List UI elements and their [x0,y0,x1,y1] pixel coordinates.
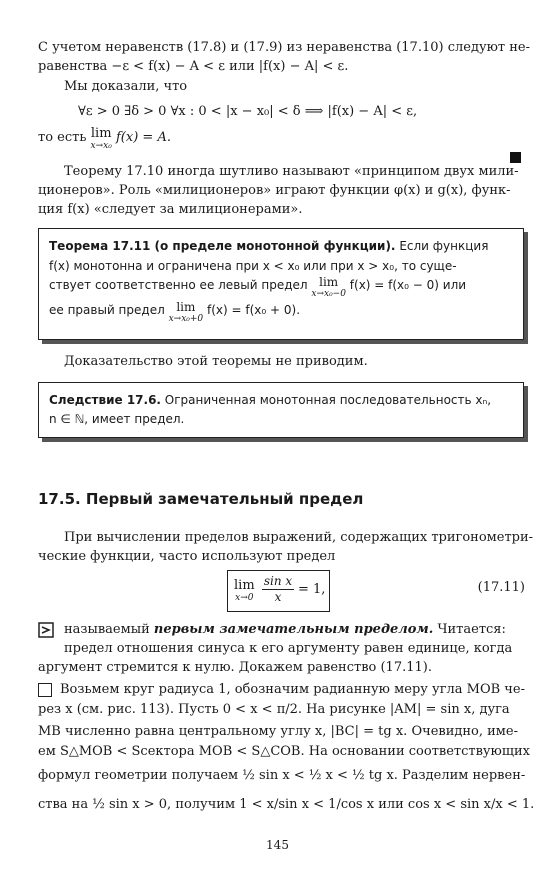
left-limit-operator: lim x→x₀−0 [311,275,346,299]
paragraph-line: Теорему 17.10 иногда шутливо называют «принципом двух мили- [64,164,519,179]
proof-note: Доказательство этой теоремы не приводим. [64,354,368,369]
corollary-text: Ограниченная монотонная последовательность xₙ, [160,393,492,407]
equation-number: (17.11) [477,580,525,595]
theorem-text: f(x) монотонна и ограничена при x < x₀ или при x > x₀, то суще- [49,259,457,273]
paragraph-line: предел отношения синуса к его аргументу равен единице, когда [64,641,513,656]
paragraph-line: ционеров». Роль «милиционеров» играют функции φ(x) и g(x), функ- [38,183,511,198]
limit-expression: f(x) = A. [116,130,171,145]
paragraph-line: ческие функции, часто используют предел [38,549,336,564]
paragraph-line: равенства −ε < f(x) − A < ε или |f(x) − A| < ε. [38,59,349,74]
theorem-box [38,228,524,340]
paragraph-line: Мы доказали, что [64,79,188,94]
limit-subscript: x→x₀ [90,141,112,151]
first-remarkable-limit-formula [227,570,330,612]
limit-statement [38,128,530,152]
paragraph-line: называемый первым замечательным пределом. Читается: [64,622,506,637]
paragraph-line: С учетом неравенств (17.8) и (17.9) из неравенства (17.10) следуют не- [38,40,530,55]
paragraph-line: формул геометрии получаем ½ sin x < ½ x < ½ tg x. Разделим нервен- [38,768,526,783]
paragraph-line: ция f(x) «следует за милиционерами». [38,202,303,217]
epsilon-delta-formula: ∀ε > 0 ∃δ > 0 ∀x : 0 < |x − x₀| < δ ⟹ |f(x) − A| < ε, [78,104,418,119]
corollary-text: n ∈ ℕ, имеет предел. [49,412,185,426]
main-formula-rest: = 1, [298,582,326,597]
proof-start-icon [38,683,52,697]
paragraph-line: ем S△MOB < Sсектора MOB < S△COB. На основании соответствующих [38,744,530,759]
paragraph-line: При вычислении пределов выражений, содержащих тригонометри- [64,530,534,545]
limit-prefix: то есть [38,130,87,145]
paragraph-line: рез x (см. рис. 113). Пусть 0 < x < π/2. На рисунке |AM| = sin x, дуга [38,702,510,717]
paragraph-line: ства на ½ sin x > 0, получим 1 < x/sin x < 1/cos x или cos x < sin x/x < 1. [38,797,535,812]
theorem-line: ствует соответственно ее левый предел lim x→x₀−0 f(x) = f(x₀ − 0) или [49,275,467,299]
limit-operator: lim x→x₀ [90,126,112,151]
page-number: 145 [266,838,289,852]
theorem-line: ее правый предел lim x→x₀+0 f(x) = f(x₀ + 0). [49,300,301,324]
theorem-text: Если функция [395,239,489,253]
definition-marker-icon [38,622,54,638]
main-fraction: sin x x [263,574,293,604]
main-limit-operator: lim x→0 [234,578,255,603]
emphasized-term: первым замечательным пределом. [153,622,434,637]
paragraph-line: Возьмем круг радиуса 1, обозначим радианную меру угла MOB че- [60,682,525,697]
section-heading: 17.5. Первый замечательный предел [38,490,364,508]
paragraph-line: MB численно равна центральному углу x, |BC| = tg x. Очевидно, име- [38,724,518,739]
right-limit-operator: lim x→x₀+0 [168,300,204,324]
paragraph-line: аргумент стремится к нулю. Докажем равенство (17.11). [38,660,432,675]
corollary-title: Следствие 17.6. [49,393,161,407]
corollary-box [38,382,524,438]
theorem-title: Теорема 17.11 (о пределе монотонной функции). [49,239,396,253]
